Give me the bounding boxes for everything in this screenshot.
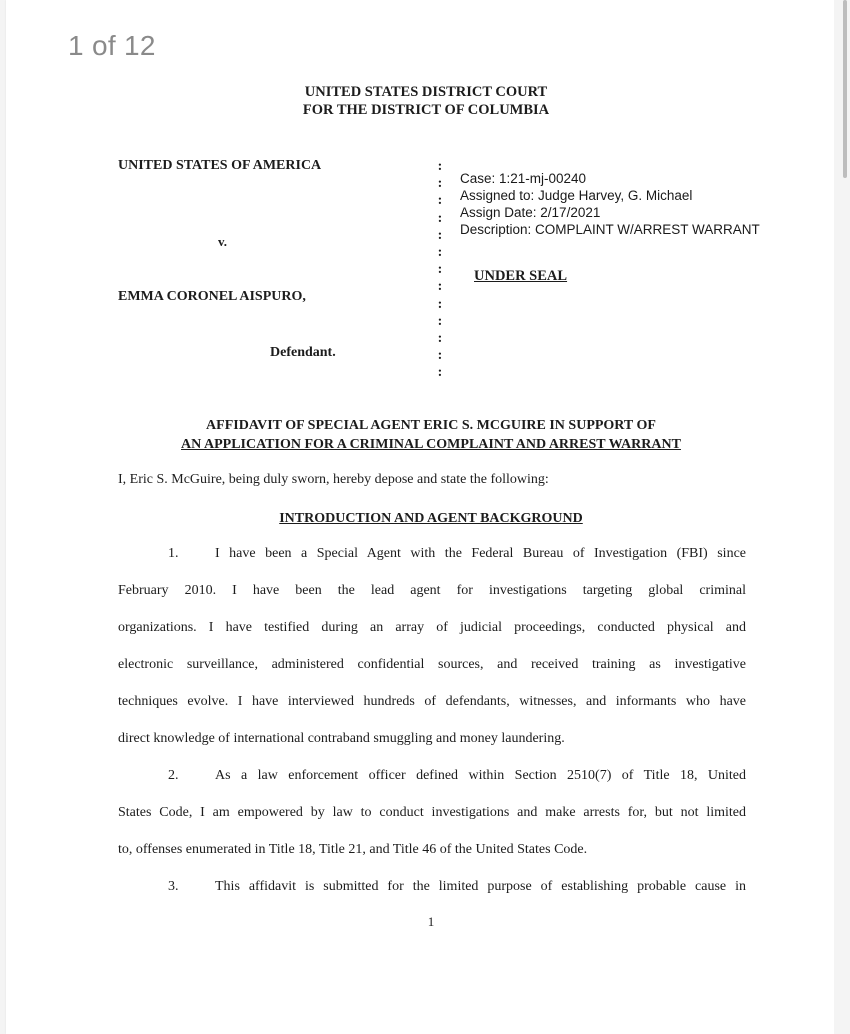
paragraph-line: organizations. I have testified during an array of judicial proceedings, conducted physical and	[118, 620, 746, 635]
section-heading	[6, 509, 850, 528]
court-name: UNITED STATES DISTRICT COURT	[304, 84, 548, 100]
paragraph-line: techniques evolve. I have interviewed hundreds of defendants, witnesses, and informants who have	[118, 694, 746, 709]
divider-colon: :	[437, 313, 443, 329]
paragraph-line: February 2010. I have been the lead agent for investigations targeting global criminal	[118, 583, 746, 598]
paragraph-line: to, offenses enumerated in Title 18, Title 21, and Title 46 of the United States Code.	[118, 842, 588, 857]
affidavit-title-line2	[6, 435, 850, 454]
section-heading-text: INTRODUCTION AND AGENT BACKGROUND	[279, 511, 583, 526]
paragraph-line: electronic surveillance, administered confidential sources, and received training as investigative	[118, 657, 746, 672]
divider-colon: :	[437, 176, 443, 192]
paragraph-line: I have been a Special Agent with the Federal Bureau of Investigation (FBI) since	[215, 546, 746, 561]
divider-colon: :	[437, 279, 443, 295]
sworn-statement: I, Eric S. McGuire, being duly sworn, hereby depose and state the following:	[118, 472, 549, 487]
divider-colon: :	[437, 193, 443, 209]
divider-colon: :	[437, 348, 443, 364]
caption-divider	[434, 158, 446, 382]
scrollbar-thumb[interactable]	[843, 0, 847, 178]
divider-colon: :	[437, 365, 443, 381]
scrollbar[interactable]	[839, 0, 847, 1034]
paragraph-number: 3.	[168, 879, 179, 894]
paragraph-number: 1.	[168, 546, 179, 561]
defendant-name: EMMA CORONEL AISPURO,	[118, 289, 306, 304]
paragraph-line: direct knowledge of international contraband smuggling and money laundering.	[118, 731, 565, 746]
divider-colon: :	[437, 159, 443, 174]
court-district: FOR THE DISTRICT OF COLUMBIA	[302, 102, 550, 118]
under-seal-label: UNDER SEAL	[474, 268, 568, 284]
assign-date: Assign Date: 2/17/2021	[460, 205, 601, 220]
paragraph-line: States Code, I am empowered by law to conduct investigations and make arrests for, but not limited	[118, 805, 746, 820]
paragraph-line: As a law enforcement officer defined within Section 2510(7) of Title 18, United	[215, 768, 746, 783]
paragraph-line: This affidavit is submitted for the limited purpose of establishing probable cause in	[215, 879, 746, 894]
case-description: Description: COMPLAINT W/ARREST WARRANT	[460, 222, 760, 237]
affidavit-title-line2-text: AN APPLICATION FOR A CRIMINAL COMPLAINT AND ARREST WARRANT	[181, 437, 681, 452]
defendant-label: Defendant.	[270, 345, 336, 360]
case-stamp	[460, 170, 760, 238]
versus-label: v.	[218, 234, 228, 249]
page-indicator: 1 of 12	[68, 30, 156, 61]
divider-colon: :	[437, 296, 443, 312]
page-number: 1	[427, 914, 435, 929]
case-number: Case: 1:21-mj-00240	[460, 171, 587, 186]
divider-colon: :	[437, 262, 443, 278]
divider-colon: :	[437, 210, 443, 226]
divider-colon: :	[437, 331, 443, 347]
plaintiff-name: UNITED STATES OF AMERICA	[118, 158, 322, 173]
paragraph-number: 2.	[168, 768, 179, 783]
assigned-judge: Assigned to: Judge Harvey, G. Michael	[460, 188, 693, 203]
affidavit-title-line1: AFFIDAVIT OF SPECIAL AGENT ERIC S. MCGUIRE IN SUPPORT OF	[206, 418, 656, 433]
document-page	[6, 0, 834, 1034]
divider-colon: :	[437, 245, 443, 261]
divider-colon: :	[437, 227, 443, 243]
